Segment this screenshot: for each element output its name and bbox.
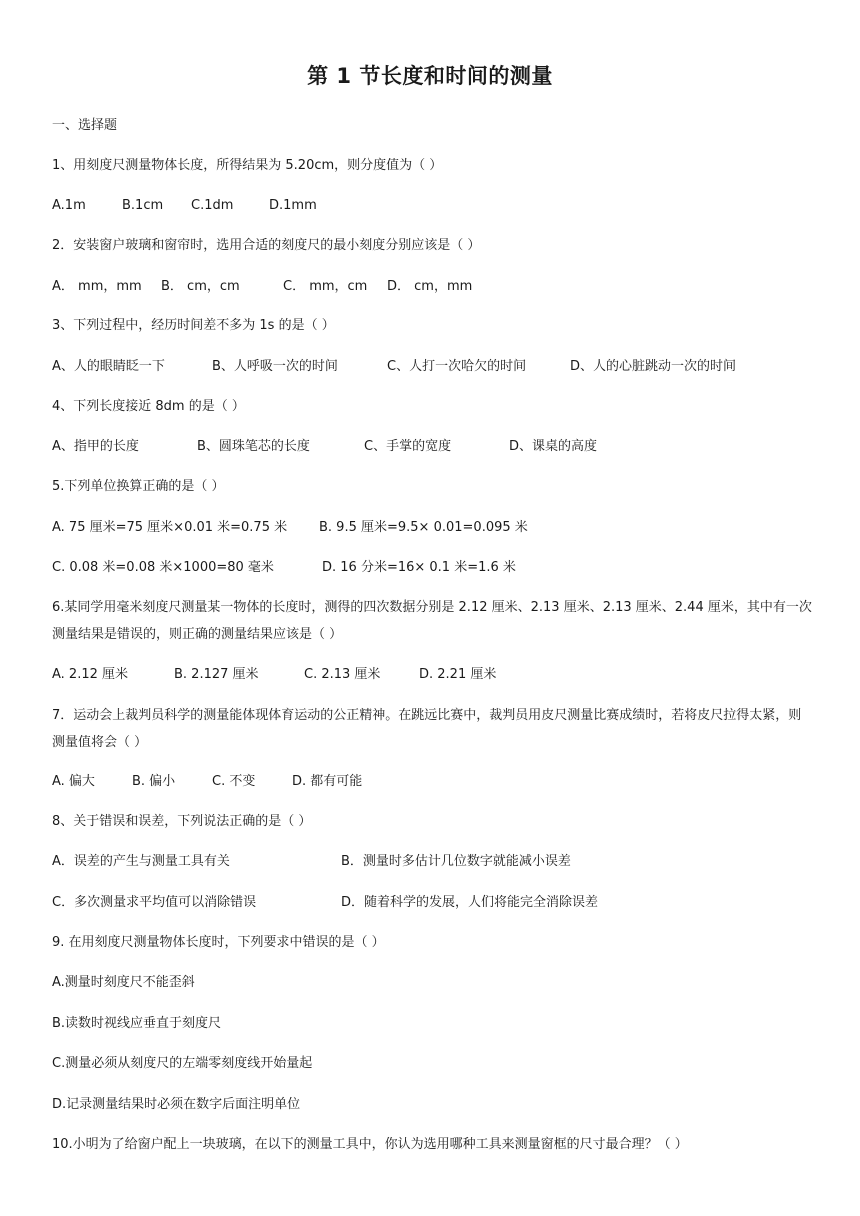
option-c: C.1dm <box>191 198 234 213</box>
option-a: A. 75 厘米=75 厘米×0.01 米=0.75 米 <box>52 520 288 535</box>
option-c: C、人打一次哈欠的时间 <box>387 359 527 374</box>
option-b: B.读数时视线应垂直于刻度尺 <box>52 1016 222 1031</box>
option-a: A.测量时刻度尺不能歪斜 <box>52 975 195 990</box>
option-d: D. 2.21 厘米 <box>419 667 497 682</box>
option-c: C.测量必须从刻度尺的左端零刻度线开始量起 <box>52 1056 313 1071</box>
question-2-stem: 2．安装窗户玻璃和窗帘时，选用合适的刻度尺的最小刻度分别应该是（ ） <box>52 238 481 253</box>
question-1-stem: 1、用刻度尺测量物体长度，所得结果为 5.20cm，则分度值为（ ） <box>52 158 443 173</box>
question-6-stem: 6.某同学用毫米刻度尺测量某一物体的长度时，测得的四次数据分别是 2.12 厘米、2.13 厘米、2.13 厘米、2.44 厘米，其中有一次测量结果是错误的，则正确的测量结果应该是（ ） <box>52 600 812 642</box>
option-a: A. 偏大 <box>52 774 95 789</box>
option-c: C. 不变 <box>212 774 256 789</box>
option-b: B. 9.5 厘米=9.5× 0.01=0.095 米 <box>319 520 528 535</box>
question-9-stem: 9. 在用刻度尺测量物体长度时，下列要求中错误的是（ ） <box>52 935 385 950</box>
option-c: C. 2.13 厘米 <box>304 667 381 682</box>
question-5-stem: 5.下列单位换算正确的是（ ） <box>52 479 225 494</box>
option-d: D.记录测量结果时必须在数字后面注明单位 <box>52 1097 301 1112</box>
option-a: A、指甲的长度 <box>52 439 139 454</box>
question-8-stem: 8、关于错误和误差，下列说法正确的是（ ） <box>52 814 312 829</box>
option-d: D.1mm <box>269 198 317 213</box>
option-d: D. 16 分米=16× 0.1 米=1.6 米 <box>322 560 516 575</box>
option-d: D． cm，mm <box>387 279 473 294</box>
question-7-stem: 7．运动会上裁判员科学的测量能体现体育运动的公正精神。在跳远比赛中，裁判员用皮尺测量比赛成绩时，若将皮尺拉得太紧，则测量值将会（ ） <box>52 708 802 750</box>
page-title: 第 1 节长度和时间的测量 <box>307 64 553 88</box>
option-d: D. 都有可能 <box>292 774 363 789</box>
option-a: A、人的眼睛眨一下 <box>52 359 165 374</box>
option-b: B.1cm <box>122 198 164 213</box>
option-b: B． cm，cm <box>161 279 240 294</box>
option-b: B、人呼吸一次的时间 <box>212 359 338 374</box>
option-b: B. 偏小 <box>132 774 176 789</box>
question-3-stem: 3、下列过程中，经历时间差不多为 1s 的是（ ） <box>52 318 335 333</box>
option-b: B．测量时多估计几位数字就能减小误差 <box>341 854 571 869</box>
option-d: D、人的心脏跳动一次的时间 <box>570 359 737 374</box>
option-c: C. 0.08 米=0.08 米×1000=80 毫米 <box>52 560 274 575</box>
question-4-stem: 4、下列长度接近 8dm 的是（ ） <box>52 399 245 414</box>
option-a: A. 2.12 厘米 <box>52 667 129 682</box>
option-a: A． mm，mm <box>52 279 142 294</box>
option-b: B. 2.127 厘米 <box>174 667 259 682</box>
option-c: C．多次测量求平均值可以消除错误 <box>52 895 257 910</box>
question-10-stem: 10.小明为了给窗户配上一块玻璃，在以下的测量工具中，你认为选用哪种工具来测量窗框的尺寸最合理？（ ） <box>52 1137 688 1152</box>
option-c: C、手掌的宽度 <box>364 439 452 454</box>
section-heading: 一、选择题 <box>52 118 118 133</box>
option-c: C． mm，cm <box>283 279 368 294</box>
option-d: D、课桌的高度 <box>509 439 598 454</box>
option-b: B、圆珠笔芯的长度 <box>197 439 310 454</box>
option-d: D．随着科学的发展，人们将能完全消除误差 <box>341 895 599 910</box>
option-a: A.1m <box>52 198 86 213</box>
option-a: A．误差的产生与测量工具有关 <box>52 854 230 869</box>
